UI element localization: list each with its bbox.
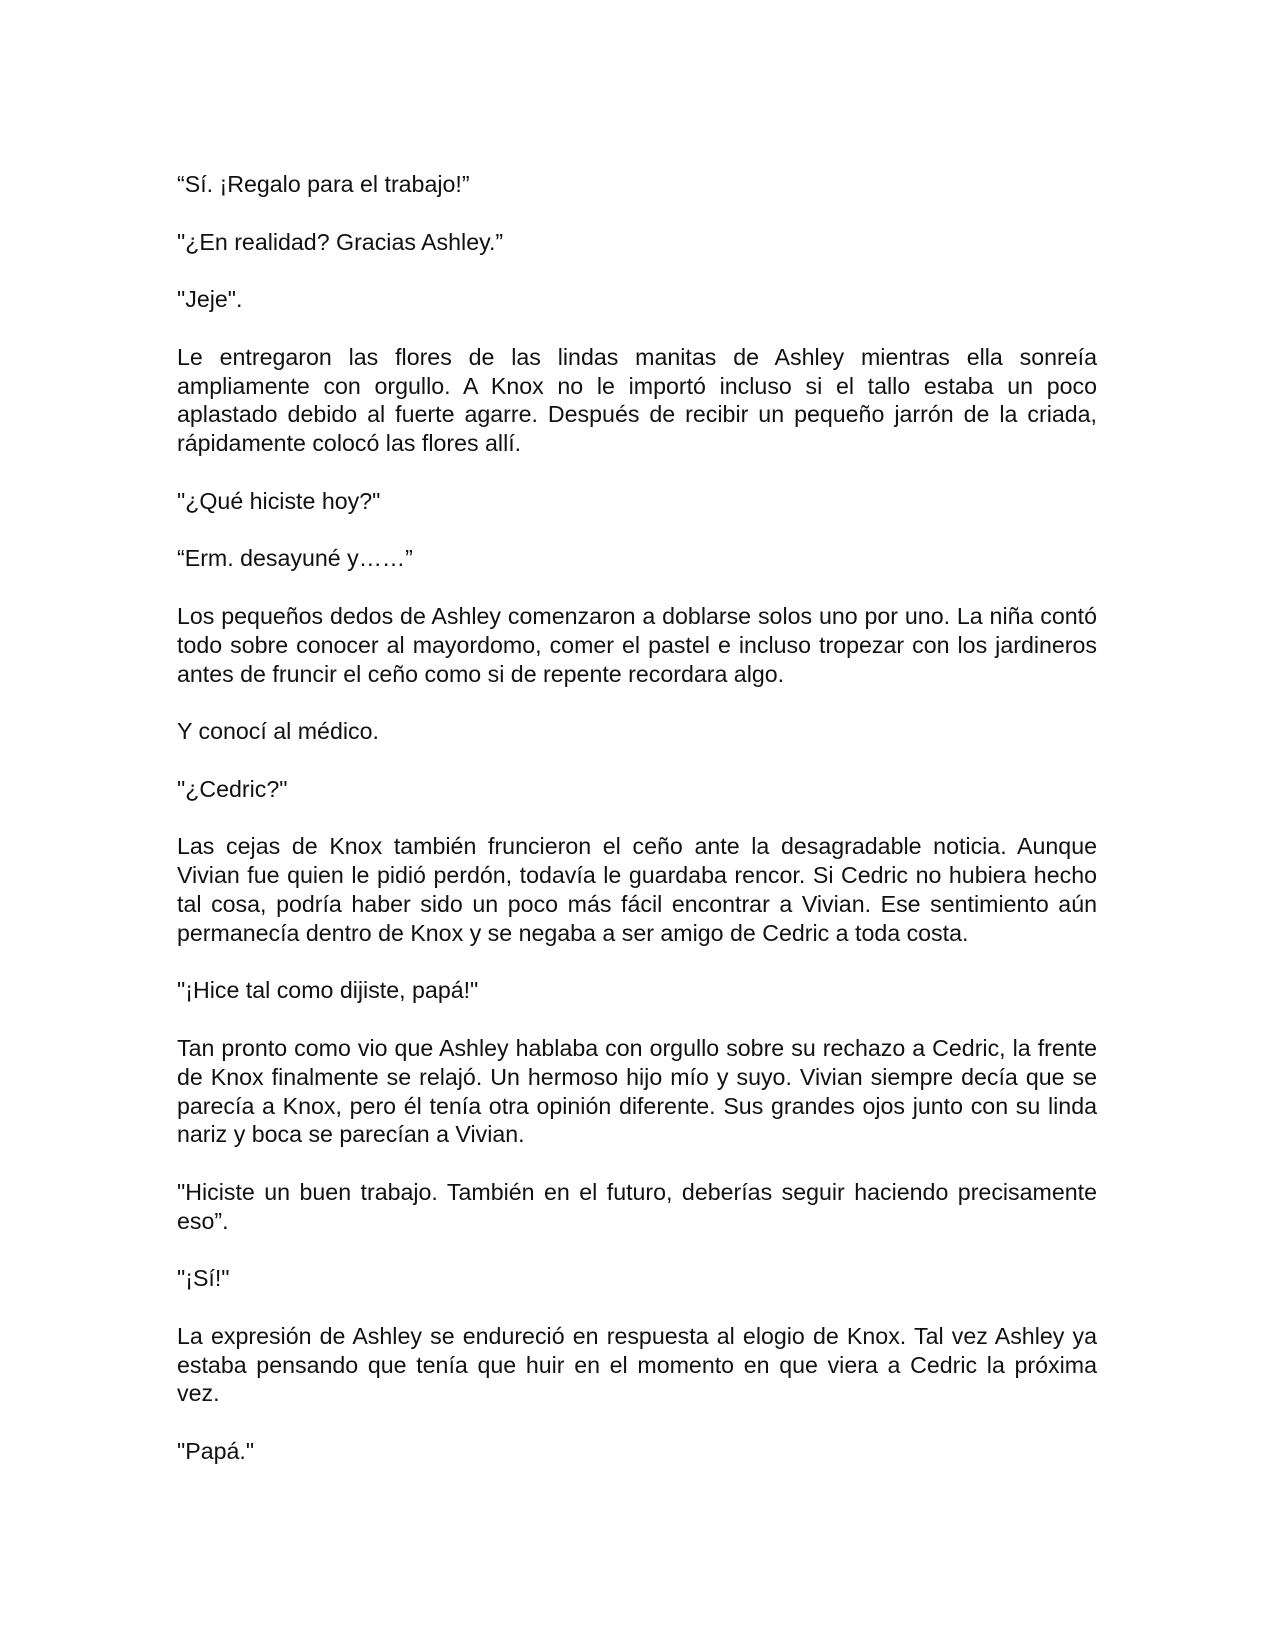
paragraph-7: Los pequeños dedos de Ashley comenzaron a doblarse solos uno por uno. La niña contó todo sobre conocer al mayordomo, comer el pastel e incluso tropezar con los jardineros antes de fruncir el ceño como si de repente recordara algo.	[177, 602, 1097, 687]
paragraph-12: Tan pronto como vio que Ashley hablaba con orgullo sobre su rechazo a Cedric, la frente de Knox finalmente se relajó. Un hermoso hijo mío y suyo. Vivian siempre decía que se parecía a Knox, pero él tenía otra opinión diferente. Sus grandes ojos junto con su linda nariz y boca se parecían a Vivian.	[177, 1034, 1097, 1148]
paragraph-1: “Sí. ¡Regalo para el trabajo!”	[177, 171, 470, 197]
paragraph-16: "Papá."	[177, 1438, 255, 1465]
paragraph-13: "Hiciste un buen trabajo. También en el futuro, deberías seguir haciendo precisamente eso”.	[177, 1178, 1097, 1234]
paragraph-2: "¿En realidad? Gracias Ashley.”	[177, 228, 504, 255]
paragraph-14: "¡Sí!"	[177, 1265, 230, 1292]
paragraph-6: “Erm. desayuné y……”	[177, 545, 413, 572]
paragraph-3: "Jeje".	[177, 286, 243, 313]
paragraph-4: Le entregaron las flores de las lindas manitas de Ashley mientras ella sonreía ampliamente con orgullo. A Knox no le importó incluso si el tallo estaba un poco aplastado debido al fuerte agarre. Después de recibir un pequeño jarrón de la criada, rápidamente colocó las flores allí.	[177, 343, 1097, 457]
paragraph-9: "¿Cedric?"	[177, 775, 288, 802]
document-page	[177, 170, 1097, 1495]
paragraph-15: La expresión de Ashley se endureció en respuesta al elogio de Knox. Tal vez Ashley ya estaba pensando que tenía que huir en el momento en que viera a Cedric la próxima vez.	[177, 1322, 1097, 1407]
paragraph-10: Las cejas de Knox también fruncieron el ceño ante la desagradable noticia. Aunque Vivian fue quien le pidió perdón, todavía le guardaba rencor. Si Cedric no hubiera hecho tal cosa, podría haber sido un poco más fácil encontrar a Vivian. Ese sentimiento aún permanecía dentro de Knox y se negaba a ser amigo de Cedric a toda costa.	[177, 833, 1097, 946]
paragraph-5: "¿Qué hiciste hoy?"	[177, 487, 381, 514]
paragraph-11: "¡Hice tal como dijiste, papá!"	[177, 977, 479, 1004]
paragraph-8: Y conocí al médico.	[177, 718, 379, 745]
